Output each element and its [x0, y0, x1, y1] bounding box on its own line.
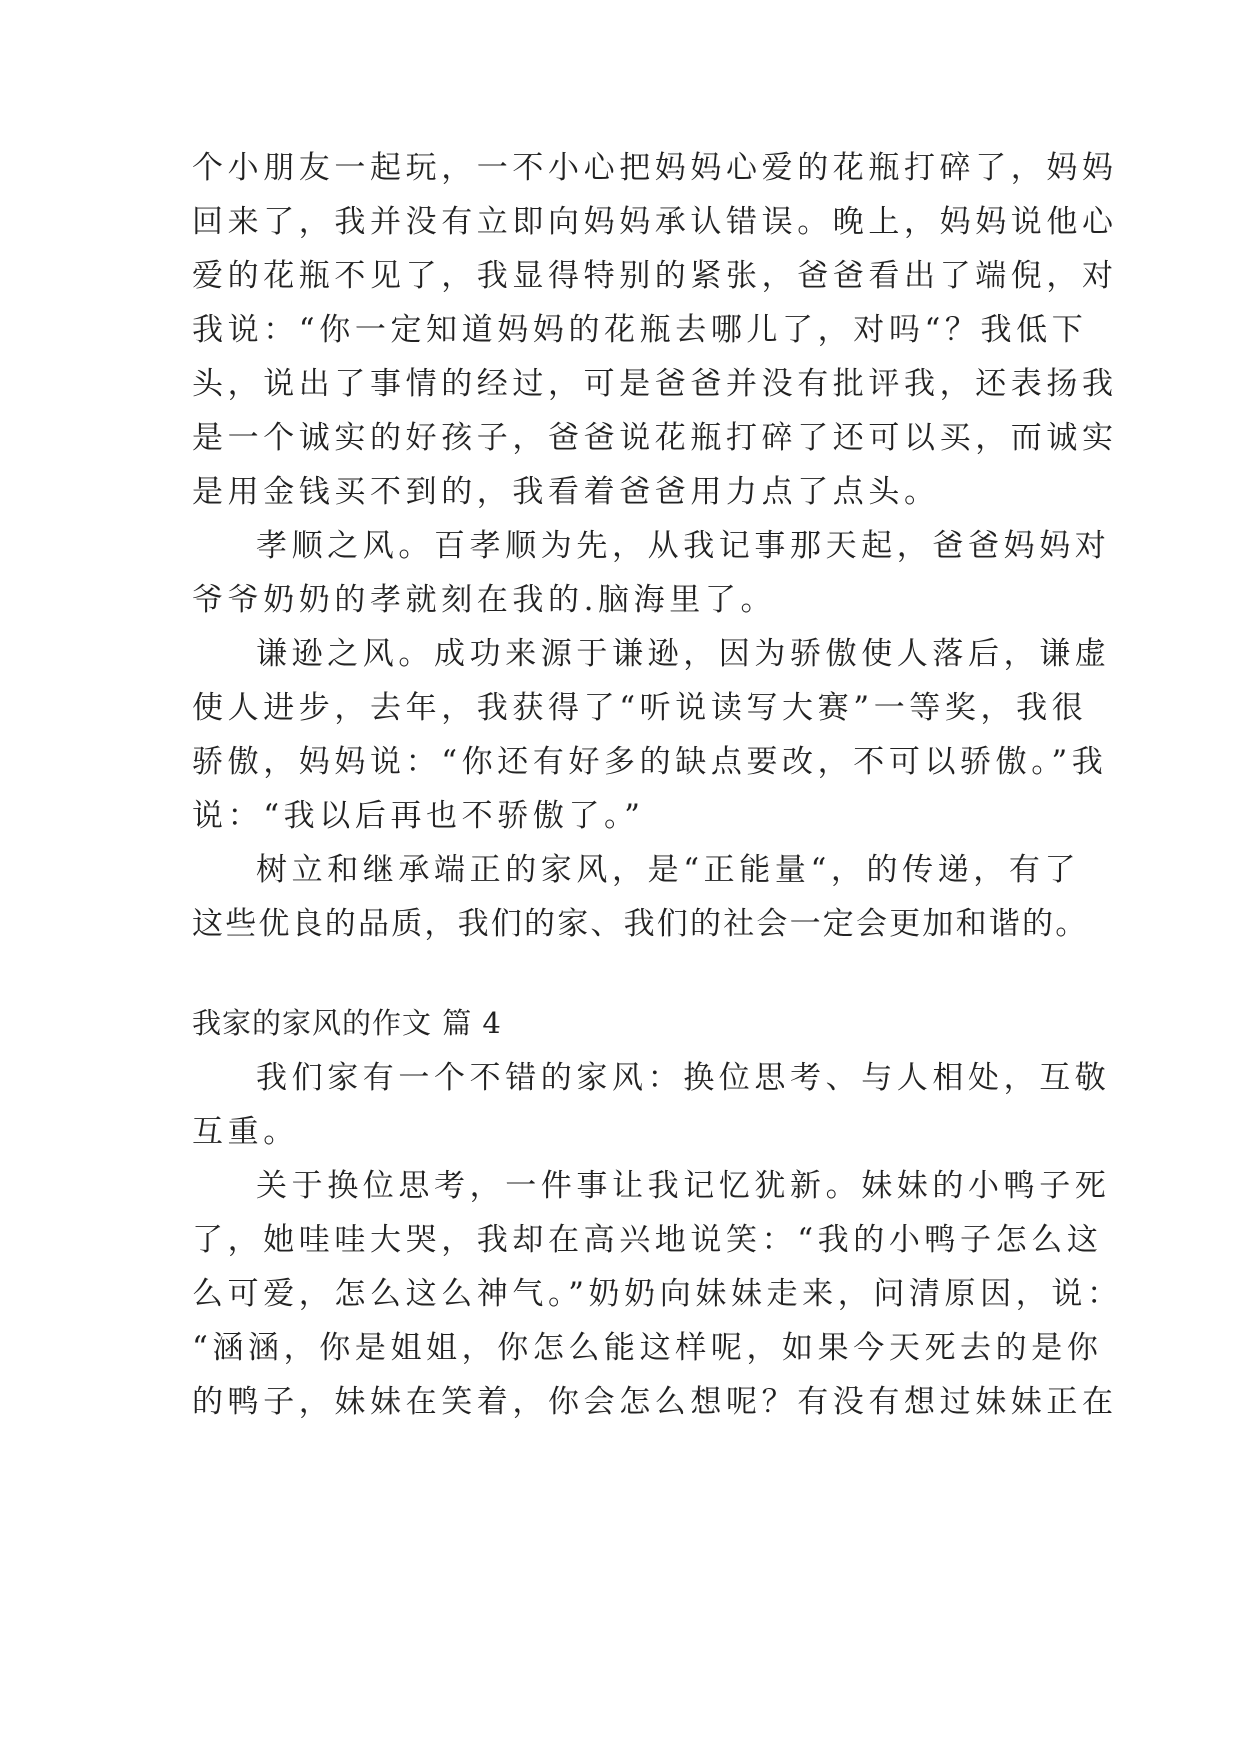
text-line: 个小朋友一起玩，一不小心把妈妈心爱的花瓶打碎了，妈妈 [192, 150, 1118, 186]
text-line: 关于换位思考，一件事让我记忆犹新。妹妹的小鸭子死 [256, 1168, 1111, 1204]
text-line: 我说：“你一定知道妈妈的花瓶去哪儿了，对吗“？我低下 [192, 312, 1088, 348]
text-line: 头，说出了事情的经过，可是爸爸并没有批评我，还表扬我 [192, 366, 1118, 402]
text-line: 爷爷奶奶的孝就刻在我的.脑海里了。 [192, 582, 777, 618]
text-line: 么可爱，怎么这么神气。”奶奶向妹妹走来，问清原因，说： [192, 1276, 1123, 1312]
text-line: 谦逊之风。成功来源于谦逊，因为骄傲使人落后，谦虚 [256, 636, 1111, 672]
text-line: 互重。 [192, 1114, 299, 1150]
text-line: 说：“我以后再也不骄傲了。” [192, 798, 645, 834]
text-line: 爱的花瓶不见了，我显得特别的紧张，爸爸看出了端倪，对 [192, 258, 1118, 294]
text-line: 树立和继承端正的家风，是“正能量“，的传递，有了 [256, 852, 1081, 888]
text-line: 的鸭子，妹妹在笑着，你会怎么想呢？有没有想过妹妹正在 [192, 1384, 1118, 1420]
text-line: 回来了，我并没有立即向妈妈承认错误。晚上，妈妈说他心 [192, 204, 1118, 240]
text-line: 我们家有一个不错的家风：换位思考、与人相处，互敬 [256, 1060, 1111, 1096]
section-heading: 我家的家风的作文 篇 4 [192, 1006, 502, 1040]
text-line: 了，她哇哇大哭，我却在高兴地说笑：“我的小鸭子怎么这 [192, 1222, 1103, 1258]
text-line: 使人进步，去年，我获得了“听说读写大赛”一等奖，我很 [192, 690, 1088, 726]
text-line: 孝顺之风。百孝顺为先，从我记事那天起，爸爸妈妈对 [256, 528, 1111, 564]
text-line: 是一个诚实的好孩子，爸爸说花瓶打碎了还可以买，而诚实 [192, 420, 1118, 456]
text-line: 这些优良的品质，我们的家、我们的社会一定会更加和谐的。 [192, 906, 1089, 942]
text-line: 是用金钱买不到的，我看着爸爸用力点了点头。 [192, 474, 940, 510]
text-line: 骄傲，妈妈说：“你还有好多的缺点要改，不可以骄傲。”我 [192, 744, 1108, 780]
text-line: “涵涵，你是姐姐，你怎么能这样呢，如果今天死去的是你 [192, 1330, 1103, 1366]
